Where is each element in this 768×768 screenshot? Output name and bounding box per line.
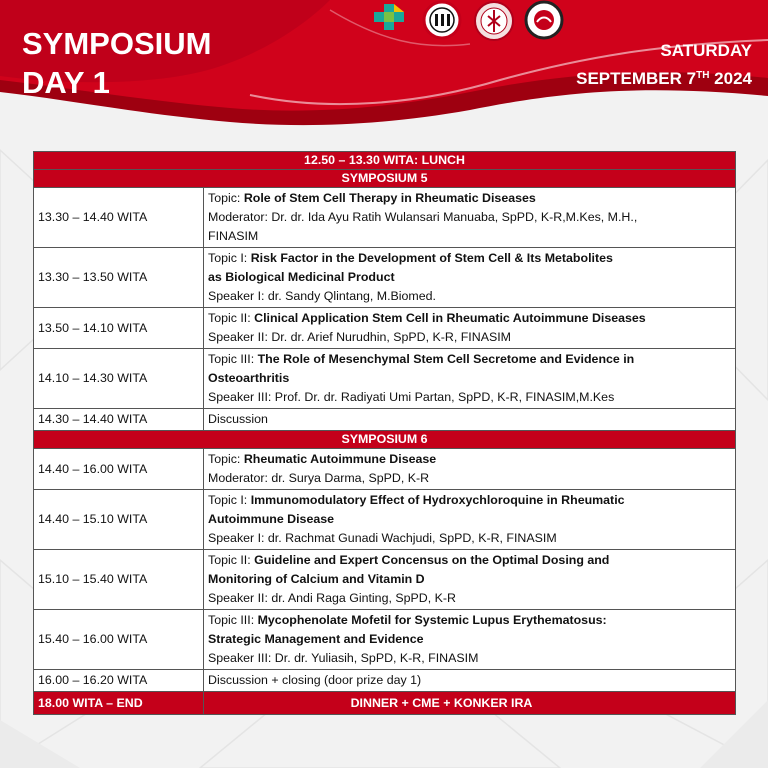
page-title (22, 24, 211, 102)
topic-title: Rheumatic Autoimmune Disease (243, 452, 437, 466)
session-time: 14.40 – 16.00 WITA (34, 449, 204, 490)
session-details (204, 188, 736, 248)
title-line-2: DAY 1 (22, 65, 110, 100)
topic-label: Topic III: (208, 613, 258, 627)
event-day: SATURDAY (660, 41, 752, 60)
speaker: Speaker I: dr. Rachmat Gunadi Wachjudi, SpPD, K-R, FINASIM (208, 531, 557, 545)
session-time: 13.50 – 14.10 WITA (34, 308, 204, 349)
topic-label: Topic I: (208, 251, 251, 265)
session-time: 13.30 – 14.40 WITA (34, 188, 204, 248)
session-details (204, 349, 736, 409)
topic-title: Role of Stem Cell Therapy in Rheumatic Diseases (243, 191, 536, 205)
table-row (34, 308, 736, 349)
session-time: 14.40 – 15.10 WITA (34, 490, 204, 550)
session-details (204, 449, 736, 490)
topic-title-cont: Autoimmune Disease (208, 512, 335, 526)
date-prefix: SEPTEMBER 7 (576, 69, 697, 88)
session-details: Discussion (204, 409, 736, 431)
pabdi-logo-icon (420, 0, 464, 40)
symposium-5-label: SYMPOSIUM 5 (34, 170, 736, 188)
dinner-label: DINNER + CME + KONKER IRA (204, 692, 736, 715)
topic-label: Topic I: (208, 493, 251, 507)
topic-title: The Role of Mesenchymal Stem Cell Secretome and Evidence in (257, 352, 635, 366)
table-row (34, 248, 736, 308)
table-row (34, 349, 736, 409)
session-details (204, 490, 736, 550)
speaker: Speaker I: dr. Sandy Qlintang, M.Biomed. (208, 289, 436, 303)
topic-title-cont: Monitoring of Calcium and Vitamin D (208, 572, 425, 586)
topic-label: Topic II: (208, 311, 255, 325)
symposium-6-header (34, 431, 736, 449)
table-row (34, 670, 736, 692)
symposium-6-label: SYMPOSIUM 6 (34, 431, 736, 449)
topic-label: Topic III: (208, 352, 258, 366)
session-time: 14.10 – 14.30 WITA (34, 349, 204, 409)
moderator: Moderator: Dr. dr. Ida Ayu Ratih Wulansari Manuaba, SpPD, K-R,M.Kes, M.H., (208, 210, 638, 224)
event-date-line (576, 63, 752, 91)
symposium-5-header (34, 170, 736, 188)
session-time: 16.00 – 16.20 WITA (34, 670, 204, 692)
sponsor-logos (366, 0, 562, 40)
reumatologi-indonesia-logo-icon (524, 0, 564, 40)
topic-title: Risk Factor in the Development of Stem Cell & Its Metabolites (250, 251, 613, 265)
event-date (576, 38, 752, 91)
session-details: Discussion + closing (door prize day 1) (204, 670, 736, 692)
date-year: 2024 (714, 69, 752, 88)
rheumatology-association-logo-icon (472, 0, 516, 44)
topic-label: Topic: (208, 191, 244, 205)
table-row (34, 610, 736, 670)
topic-title: Immunomodulatory Effect of Hydroxychloroquine in Rheumatic (250, 493, 625, 507)
title-line-1: SYMPOSIUM (22, 26, 212, 61)
session-time: 13.30 – 13.50 WITA (34, 248, 204, 308)
session-details (204, 550, 736, 610)
topic-title-cont: Strategic Management and Evidence (208, 632, 424, 646)
table-row (34, 449, 736, 490)
topic-label: Topic II: (208, 553, 255, 567)
table-row (34, 550, 736, 610)
date-superscript: TH (696, 70, 710, 81)
speaker: Speaker II: Dr. dr. Arief Nurudhin, SpPD, K-R, FINASIM (208, 330, 511, 344)
topic-title: Clinical Application Stem Cell in Rheumatic Autoimmune Diseases (254, 311, 646, 325)
dinner-time: 18.00 WITA – END (34, 692, 204, 715)
moderator-cont: FINASIM (208, 229, 259, 243)
session-time: 15.10 – 15.40 WITA (34, 550, 204, 610)
table-row (34, 188, 736, 248)
lunch-label: 12.50 – 13.30 WITA: LUNCH (34, 152, 736, 170)
session-time: 14.30 – 14.40 WITA (34, 409, 204, 431)
moderator: Moderator: dr. Surya Darma, SpPD, K-R (208, 471, 430, 485)
dinner-row (34, 692, 736, 715)
topic-label: Topic: (208, 452, 244, 466)
lunch-row (34, 152, 736, 170)
speaker: Speaker III: Prof. Dr. dr. Radiyati Umi Partan, SpPD, K-R, FINASIM,M.Kes (208, 390, 615, 404)
table-row (34, 490, 736, 550)
speaker: Speaker II: dr. Andi Raga Ginting, SpPD, K-R (208, 591, 456, 605)
table-row (34, 409, 736, 431)
topic-title-cont: as Biological Medicinal Product (208, 270, 395, 284)
topic-title: Mycophenolate Mofetil for Systemic Lupus Erythematosus: (257, 613, 607, 627)
speaker: Speaker III: Dr. dr. Yuliasih, SpPD, K-R, FINASIM (208, 651, 479, 665)
session-details (204, 610, 736, 670)
schedule-table (33, 151, 736, 715)
session-details (204, 248, 736, 308)
session-time: 15.40 – 16.00 WITA (34, 610, 204, 670)
kemenkes-logo-icon (366, 0, 412, 36)
topic-title-cont: Osteoarthritis (208, 371, 290, 385)
topic-title: Guideline and Expert Concensus on the Optimal Dosing and (254, 553, 610, 567)
session-details (204, 308, 736, 349)
